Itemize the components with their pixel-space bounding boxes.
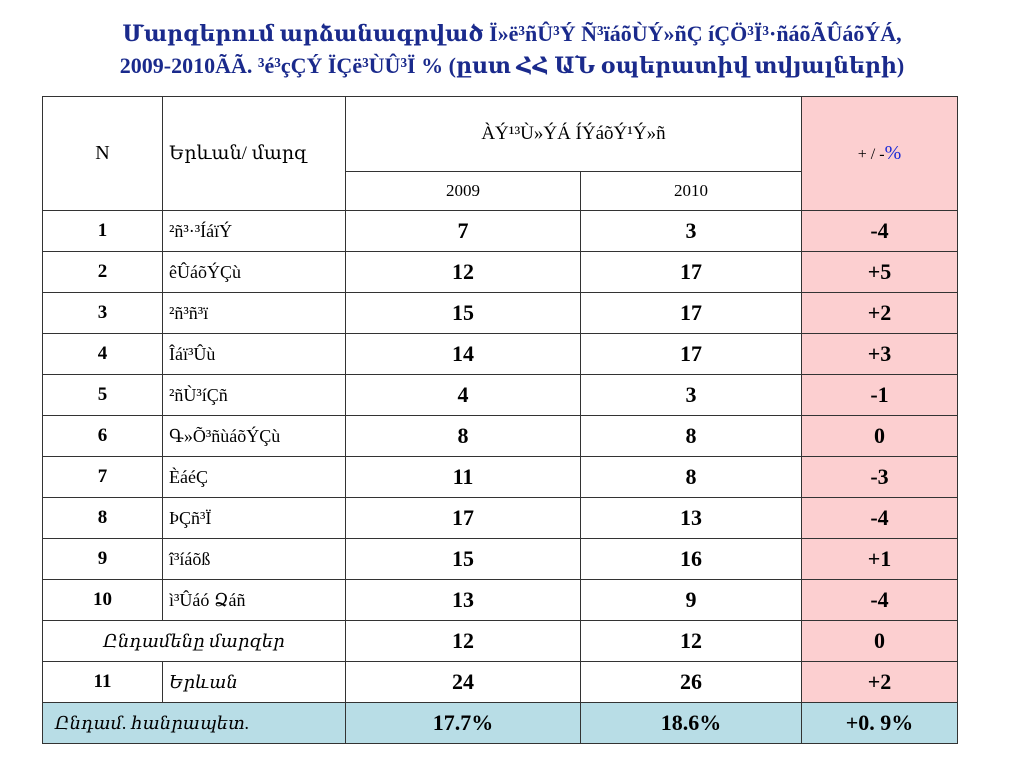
header-year-2010: 2010	[581, 172, 802, 211]
row-value-2009: 7	[346, 211, 581, 252]
row-diff: +3	[802, 334, 958, 375]
row-value-2010: 3	[581, 375, 802, 416]
data-rows	[43, 211, 958, 621]
row-region-name: ²ñÙ³íÇñ	[163, 375, 346, 416]
row-value-2010: 8	[581, 457, 802, 498]
row-number: 1	[43, 211, 163, 252]
row-region-name: êÛáõÝÇù	[163, 252, 346, 293]
table-row	[43, 416, 958, 457]
yerevan-row	[43, 662, 958, 703]
table-row	[43, 498, 958, 539]
row-region-name: Գ»Õ³ñùáõÝÇù	[163, 416, 346, 457]
row-number: 3	[43, 293, 163, 334]
row-diff: 0	[802, 416, 958, 457]
row-diff: +2	[802, 293, 958, 334]
row-diff: -4	[802, 498, 958, 539]
row-value-2009: 15	[346, 293, 581, 334]
header-n: N	[43, 97, 163, 211]
yerevan-2010: 26	[581, 662, 802, 703]
title-line-2: 2009-2010ÃÃ. ³é³çÇÝ ÏÇë³ÙÛ³Ï % (ըստ ՀՀ ԱՆ օպերատիվ տվյալների)	[119, 53, 905, 78]
republic-2010: 18.6%	[581, 703, 802, 744]
regions-total-row	[43, 621, 958, 662]
row-value-2010: 3	[581, 211, 802, 252]
row-value-2009: 12	[346, 252, 581, 293]
row-diff: +1	[802, 539, 958, 580]
table-row	[43, 375, 958, 416]
regions-total-label: Ընդամենը մարզեր	[43, 621, 346, 662]
row-value-2009: 13	[346, 580, 581, 621]
regions-total-2010: 12	[581, 621, 802, 662]
births-table	[42, 96, 958, 744]
table-row	[43, 293, 958, 334]
row-number: 2	[43, 252, 163, 293]
row-value-2010: 9	[581, 580, 802, 621]
row-value-2010: 17	[581, 252, 802, 293]
header-diff-percent: %	[884, 142, 902, 164]
row-value-2010: 17	[581, 293, 802, 334]
table-row	[43, 211, 958, 252]
row-value-2010: 17	[581, 334, 802, 375]
row-value-2009: 15	[346, 539, 581, 580]
row-diff: -4	[802, 211, 958, 252]
table-row	[43, 580, 958, 621]
yerevan-n: 11	[43, 662, 163, 703]
table-row	[43, 539, 958, 580]
row-number: 10	[43, 580, 163, 621]
row-value-2009: 4	[346, 375, 581, 416]
regions-total-diff: 0	[802, 621, 958, 662]
row-value-2010: 8	[581, 416, 802, 457]
table-row	[43, 252, 958, 293]
row-region-name: ÈáéÇ	[163, 457, 346, 498]
row-value-2009: 8	[346, 416, 581, 457]
header-diff	[802, 97, 958, 211]
table-row	[43, 457, 958, 498]
regions-total-2009: 12	[346, 621, 581, 662]
row-number: 7	[43, 457, 163, 498]
row-number: 8	[43, 498, 163, 539]
row-number: 6	[43, 416, 163, 457]
header-diff-sign: + / -	[857, 146, 885, 163]
table-row	[43, 334, 958, 375]
row-region-name: ÞÇñ³Ï	[163, 498, 346, 539]
republic-label: Ընդամ. հանրապետ.	[43, 703, 346, 744]
row-region-name: ì³Ûáó Ձáñ	[163, 580, 346, 621]
row-region-name: î³íáõß	[163, 539, 346, 580]
republic-diff: +0. 9%	[802, 703, 958, 744]
row-value-2009: 14	[346, 334, 581, 375]
yerevan-2009: 24	[346, 662, 581, 703]
row-diff: -3	[802, 457, 958, 498]
row-value-2010: 13	[581, 498, 802, 539]
yerevan-label: Երևան	[163, 662, 346, 703]
row-value-2009: 11	[346, 457, 581, 498]
row-value-2009: 17	[346, 498, 581, 539]
page-title	[0, 18, 1024, 82]
row-region-name: ²ñ³ñ³ï	[163, 293, 346, 334]
row-diff: -1	[802, 375, 958, 416]
row-number: 4	[43, 334, 163, 375]
header-group: ÀÝ¹³Ù»ÝÁ ÍÝáõÝ¹Ý»ñ	[346, 97, 802, 172]
row-number: 9	[43, 539, 163, 580]
header-year-2009: 2009	[346, 172, 581, 211]
header-region: Երևան/ մարզ	[163, 97, 346, 211]
row-region-name: ²ñ³·³ÍáïÝ	[163, 211, 346, 252]
republic-row	[43, 703, 958, 744]
row-diff: +5	[802, 252, 958, 293]
row-region-name: Îáï³Ûù	[163, 334, 346, 375]
row-number: 5	[43, 375, 163, 416]
yerevan-diff: +2	[802, 662, 958, 703]
header-row	[43, 97, 958, 172]
row-diff: -4	[802, 580, 958, 621]
title-line-1: Մարզերում արձանագրված Ï»ë³ñÛ³Ý Ñ³ïáõÙÝ»ñÇ íÇÖ³Ï³·ñáõÃÛáõÝÁ,	[122, 21, 902, 46]
republic-2009: 17.7%	[346, 703, 581, 744]
row-value-2010: 16	[581, 539, 802, 580]
